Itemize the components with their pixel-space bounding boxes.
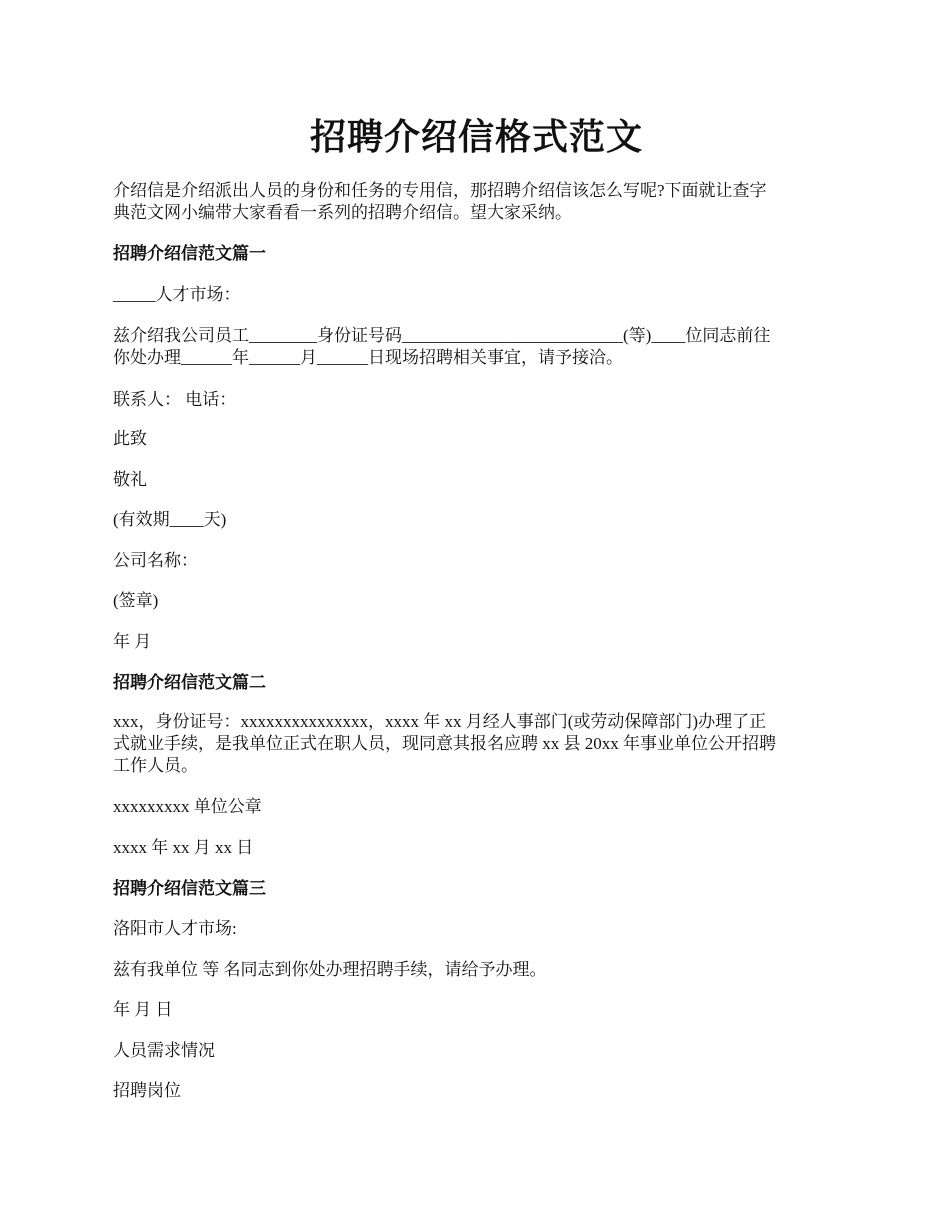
section3-addressee: 洛阳市人才市场: bbox=[113, 919, 237, 938]
intro-line-2: 典范文网小编带大家看看一系列的招聘介绍信。望大家采纳。 bbox=[113, 203, 572, 222]
section2-body-line-1: xxx，身份证号：xxxxxxxxxxxxxxx，xxxx 年 xx 月经人事部门(或劳动保障部门)办理了正 bbox=[113, 712, 767, 731]
section1-body-line-1: 兹介绍我公司员工________身份证号码__________________________(等)____位同志前往 bbox=[113, 326, 771, 345]
section1-body-line-2: 你处办理______年______月______日现场招聘相关事宜，请予接洽。 bbox=[113, 348, 623, 367]
section1-closing-2: 敬礼 bbox=[113, 470, 147, 489]
section3-date: 年 月 日 bbox=[113, 1000, 173, 1019]
section1-addressee: _____人才市场： bbox=[113, 285, 241, 304]
section3-body: 兹有我单位 等 名同志到你处办理招聘手续，请给予办理。 bbox=[113, 960, 547, 979]
section1-validity: (有效期____天) bbox=[113, 510, 227, 529]
intro-line-1: 介绍信是介绍派出人员的身份和任务的专用信，那招聘介绍信该怎么写呢?下面就让查字 bbox=[113, 181, 767, 200]
intro-paragraph bbox=[113, 180, 840, 224]
section2-body-line-3: 工作人员。 bbox=[113, 756, 198, 775]
section1-heading: 招聘介绍信范文篇一 bbox=[113, 244, 266, 263]
section1-contact: 联系人： 电话： bbox=[113, 390, 237, 409]
document-title: 招聘介绍信格式范文 bbox=[309, 117, 643, 157]
section3-needs: 人员需求情况 bbox=[113, 1041, 215, 1060]
section1-closing-1: 此致 bbox=[113, 429, 147, 448]
section1-date: 年 月 bbox=[113, 632, 152, 651]
section1-body bbox=[113, 325, 840, 369]
section2-heading: 招聘介绍信范文篇二 bbox=[113, 673, 266, 692]
section3-heading: 招聘介绍信范文篇三 bbox=[113, 879, 266, 898]
section1-company: 公司名称： bbox=[113, 551, 198, 570]
section2-seal: xxxxxxxxx 单位公章 bbox=[113, 797, 262, 816]
section2-body bbox=[113, 711, 840, 777]
section2-body-line-2: 式就业手续，是我单位正式在职人员，现同意其报名应聘 xx 县 20xx 年事业单位公开招聘 bbox=[113, 734, 776, 753]
section2-date: xxxx 年 xx 月 xx 日 bbox=[113, 838, 254, 857]
section3-position: 招聘岗位 bbox=[113, 1081, 181, 1100]
section1-seal: (签章) bbox=[113, 591, 159, 610]
